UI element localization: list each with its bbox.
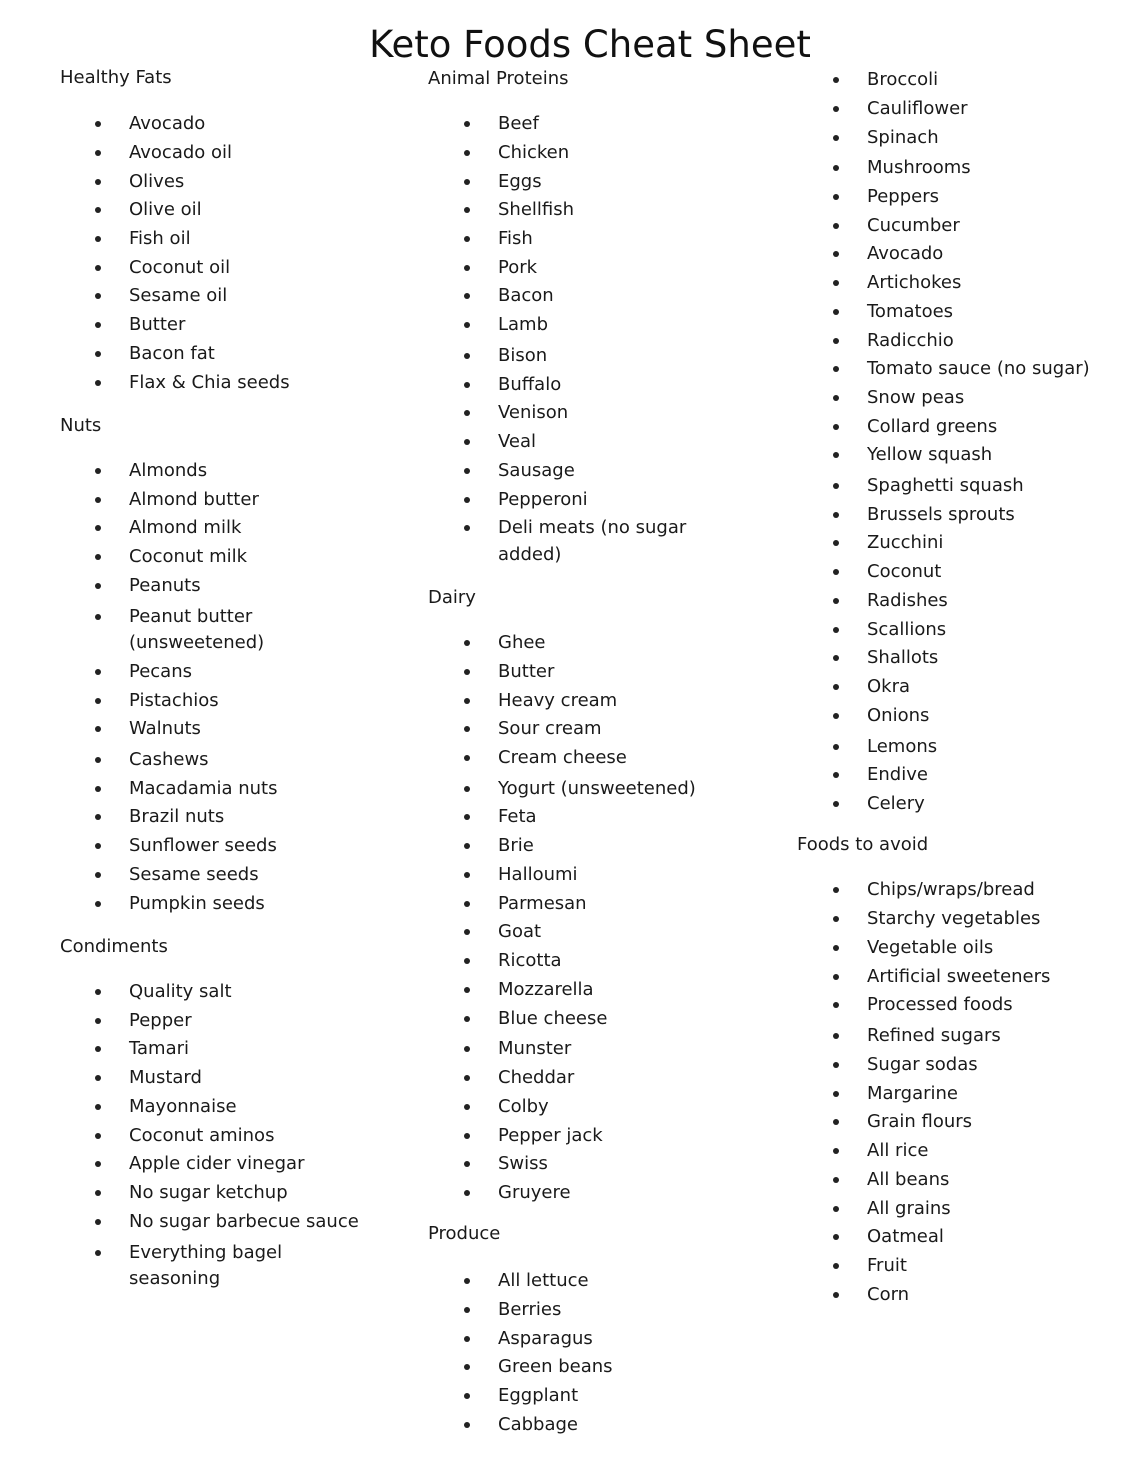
- bullet-icon: [464, 843, 470, 849]
- bullet-icon: [833, 77, 839, 83]
- section-heading-produce: Produce: [428, 1223, 501, 1244]
- bullet-icon: [833, 251, 839, 257]
- bullet-icon: [464, 1364, 470, 1370]
- bullet-icon: [95, 872, 101, 878]
- bullet-icon: [95, 121, 101, 127]
- bullet-icon: [95, 1018, 101, 1024]
- bullet-icon: [95, 814, 101, 820]
- bullet-icon: [833, 887, 839, 893]
- bullet-icon: [833, 801, 839, 807]
- bullet-icon: [464, 410, 470, 416]
- bullet-icon: [464, 293, 470, 299]
- section-heading-animal-proteins: Animal Proteins: [428, 68, 569, 89]
- bullet-icon: [464, 640, 470, 646]
- bullet-icon: [464, 755, 470, 761]
- section-heading-nuts: Nuts: [60, 415, 102, 436]
- bullet-icon: [833, 974, 839, 980]
- bullet-icon: [95, 726, 101, 732]
- bullet-icon: [464, 150, 470, 156]
- bullet-icon: [464, 726, 470, 732]
- bullet-icon: [833, 1091, 839, 1097]
- bullet-icon: [95, 236, 101, 242]
- bullet-icon: [95, 179, 101, 185]
- bullet-icon: [833, 366, 839, 372]
- bullet-icon: [95, 786, 101, 792]
- bullet-icon: [833, 1263, 839, 1269]
- bullet-icon: [464, 265, 470, 271]
- bullet-icon: [464, 1161, 470, 1167]
- bullet-icon: [95, 497, 101, 503]
- bullet-icon: [464, 121, 470, 127]
- bullet-icon: [833, 1002, 839, 1008]
- bullet-icon: [833, 772, 839, 778]
- bullet-icon: [833, 916, 839, 922]
- bullet-icon: [464, 1046, 470, 1052]
- bullet-icon: [464, 901, 470, 907]
- bullet-icon: [464, 698, 470, 704]
- bullet-icon: [95, 583, 101, 589]
- bullet-icon: [95, 757, 101, 763]
- bullet-icon: [464, 1422, 470, 1428]
- bullet-icon: [95, 901, 101, 907]
- section-heading-foods-to-avoid: Foods to avoid: [797, 834, 929, 855]
- bullet-icon: [833, 194, 839, 200]
- bullet-icon: [464, 814, 470, 820]
- bullet-icon: [95, 698, 101, 704]
- bullet-icon: [833, 309, 839, 315]
- bullet-icon: [95, 322, 101, 328]
- bullet-icon: [95, 1046, 101, 1052]
- bullet-icon: [464, 1075, 470, 1081]
- bullet-icon: [833, 106, 839, 112]
- bullet-icon: [464, 1190, 470, 1196]
- bullet-icon: [833, 1062, 839, 1068]
- bullet-icon: [833, 165, 839, 171]
- bullet-icon: [95, 614, 101, 620]
- bullet-icon: [833, 338, 839, 344]
- bullet-icon: [833, 1148, 839, 1154]
- bullet-icon: [464, 525, 470, 531]
- bullet-icon: [95, 265, 101, 271]
- bullet-icon: [464, 958, 470, 964]
- bullet-icon: [95, 380, 101, 386]
- bullet-icon: [464, 236, 470, 242]
- bullet-icon: [833, 223, 839, 229]
- bullet-icon: [95, 669, 101, 675]
- bullet-icon: [95, 351, 101, 357]
- bullet-icon: [95, 150, 101, 156]
- bullet-icon: [464, 669, 470, 675]
- bullet-icon: [833, 395, 839, 401]
- bullet-icon: [464, 497, 470, 503]
- bullet-icon: [95, 1250, 101, 1256]
- bullet-icon: [464, 1133, 470, 1139]
- bullet-icon: [464, 987, 470, 993]
- page-title: Keto Foods Cheat Sheet: [369, 23, 811, 66]
- bullet-icon: [464, 1104, 470, 1110]
- section-heading-dairy: Dairy: [428, 587, 476, 608]
- bullet-icon: [95, 207, 101, 213]
- bullet-icon: [464, 1278, 470, 1284]
- bullet-icon: [464, 1393, 470, 1399]
- bullet-icon: [833, 1033, 839, 1039]
- bullet-icon: [464, 382, 470, 388]
- bullet-icon: [95, 554, 101, 560]
- bullet-icon: [95, 989, 101, 995]
- bullet-icon: [95, 293, 101, 299]
- bullet-icon: [833, 483, 839, 489]
- bullet-icon: [833, 684, 839, 690]
- bullet-icon: [833, 713, 839, 719]
- bullet-icon: [95, 843, 101, 849]
- bullet-icon: [464, 1336, 470, 1342]
- bullet-icon: [464, 1016, 470, 1022]
- bullet-icon: [464, 786, 470, 792]
- bullet-icon: [95, 1133, 101, 1139]
- bullet-icon: [464, 322, 470, 328]
- bullet-icon: [833, 540, 839, 546]
- section-heading-healthy-fats: Healthy Fats: [60, 67, 172, 88]
- bullet-icon: [833, 655, 839, 661]
- bullet-icon: [833, 135, 839, 141]
- bullet-icon: [833, 569, 839, 575]
- bullet-icon: [833, 424, 839, 430]
- bullet-icon: [833, 280, 839, 286]
- bullet-icon: [464, 872, 470, 878]
- bullet-icon: [464, 353, 470, 359]
- bullet-icon: [833, 744, 839, 750]
- bullet-icon: [464, 468, 470, 474]
- bullet-icon: [833, 598, 839, 604]
- bullet-icon: [95, 1161, 101, 1167]
- bullet-icon: [833, 1292, 839, 1298]
- bullet-icon: [833, 1206, 839, 1212]
- bullet-icon: [464, 929, 470, 935]
- bullet-icon: [95, 1075, 101, 1081]
- bullet-icon: [464, 439, 470, 445]
- bullet-icon: [464, 1307, 470, 1313]
- bullet-icon: [833, 1177, 839, 1183]
- bullet-icon: [833, 1234, 839, 1240]
- bullet-icon: [833, 1119, 839, 1125]
- bullet-icon: [95, 1104, 101, 1110]
- bullet-icon: [833, 945, 839, 951]
- bullet-icon: [833, 452, 839, 458]
- bullet-icon: [464, 207, 470, 213]
- bullet-icon: [95, 1190, 101, 1196]
- section-heading-condiments: Condiments: [60, 936, 168, 957]
- bullet-icon: [833, 512, 839, 518]
- bullet-icon: [464, 179, 470, 185]
- bullet-icon: [95, 468, 101, 474]
- bullet-icon: [833, 627, 839, 633]
- bullet-icon: [95, 1219, 101, 1225]
- bullet-icon: [95, 525, 101, 531]
